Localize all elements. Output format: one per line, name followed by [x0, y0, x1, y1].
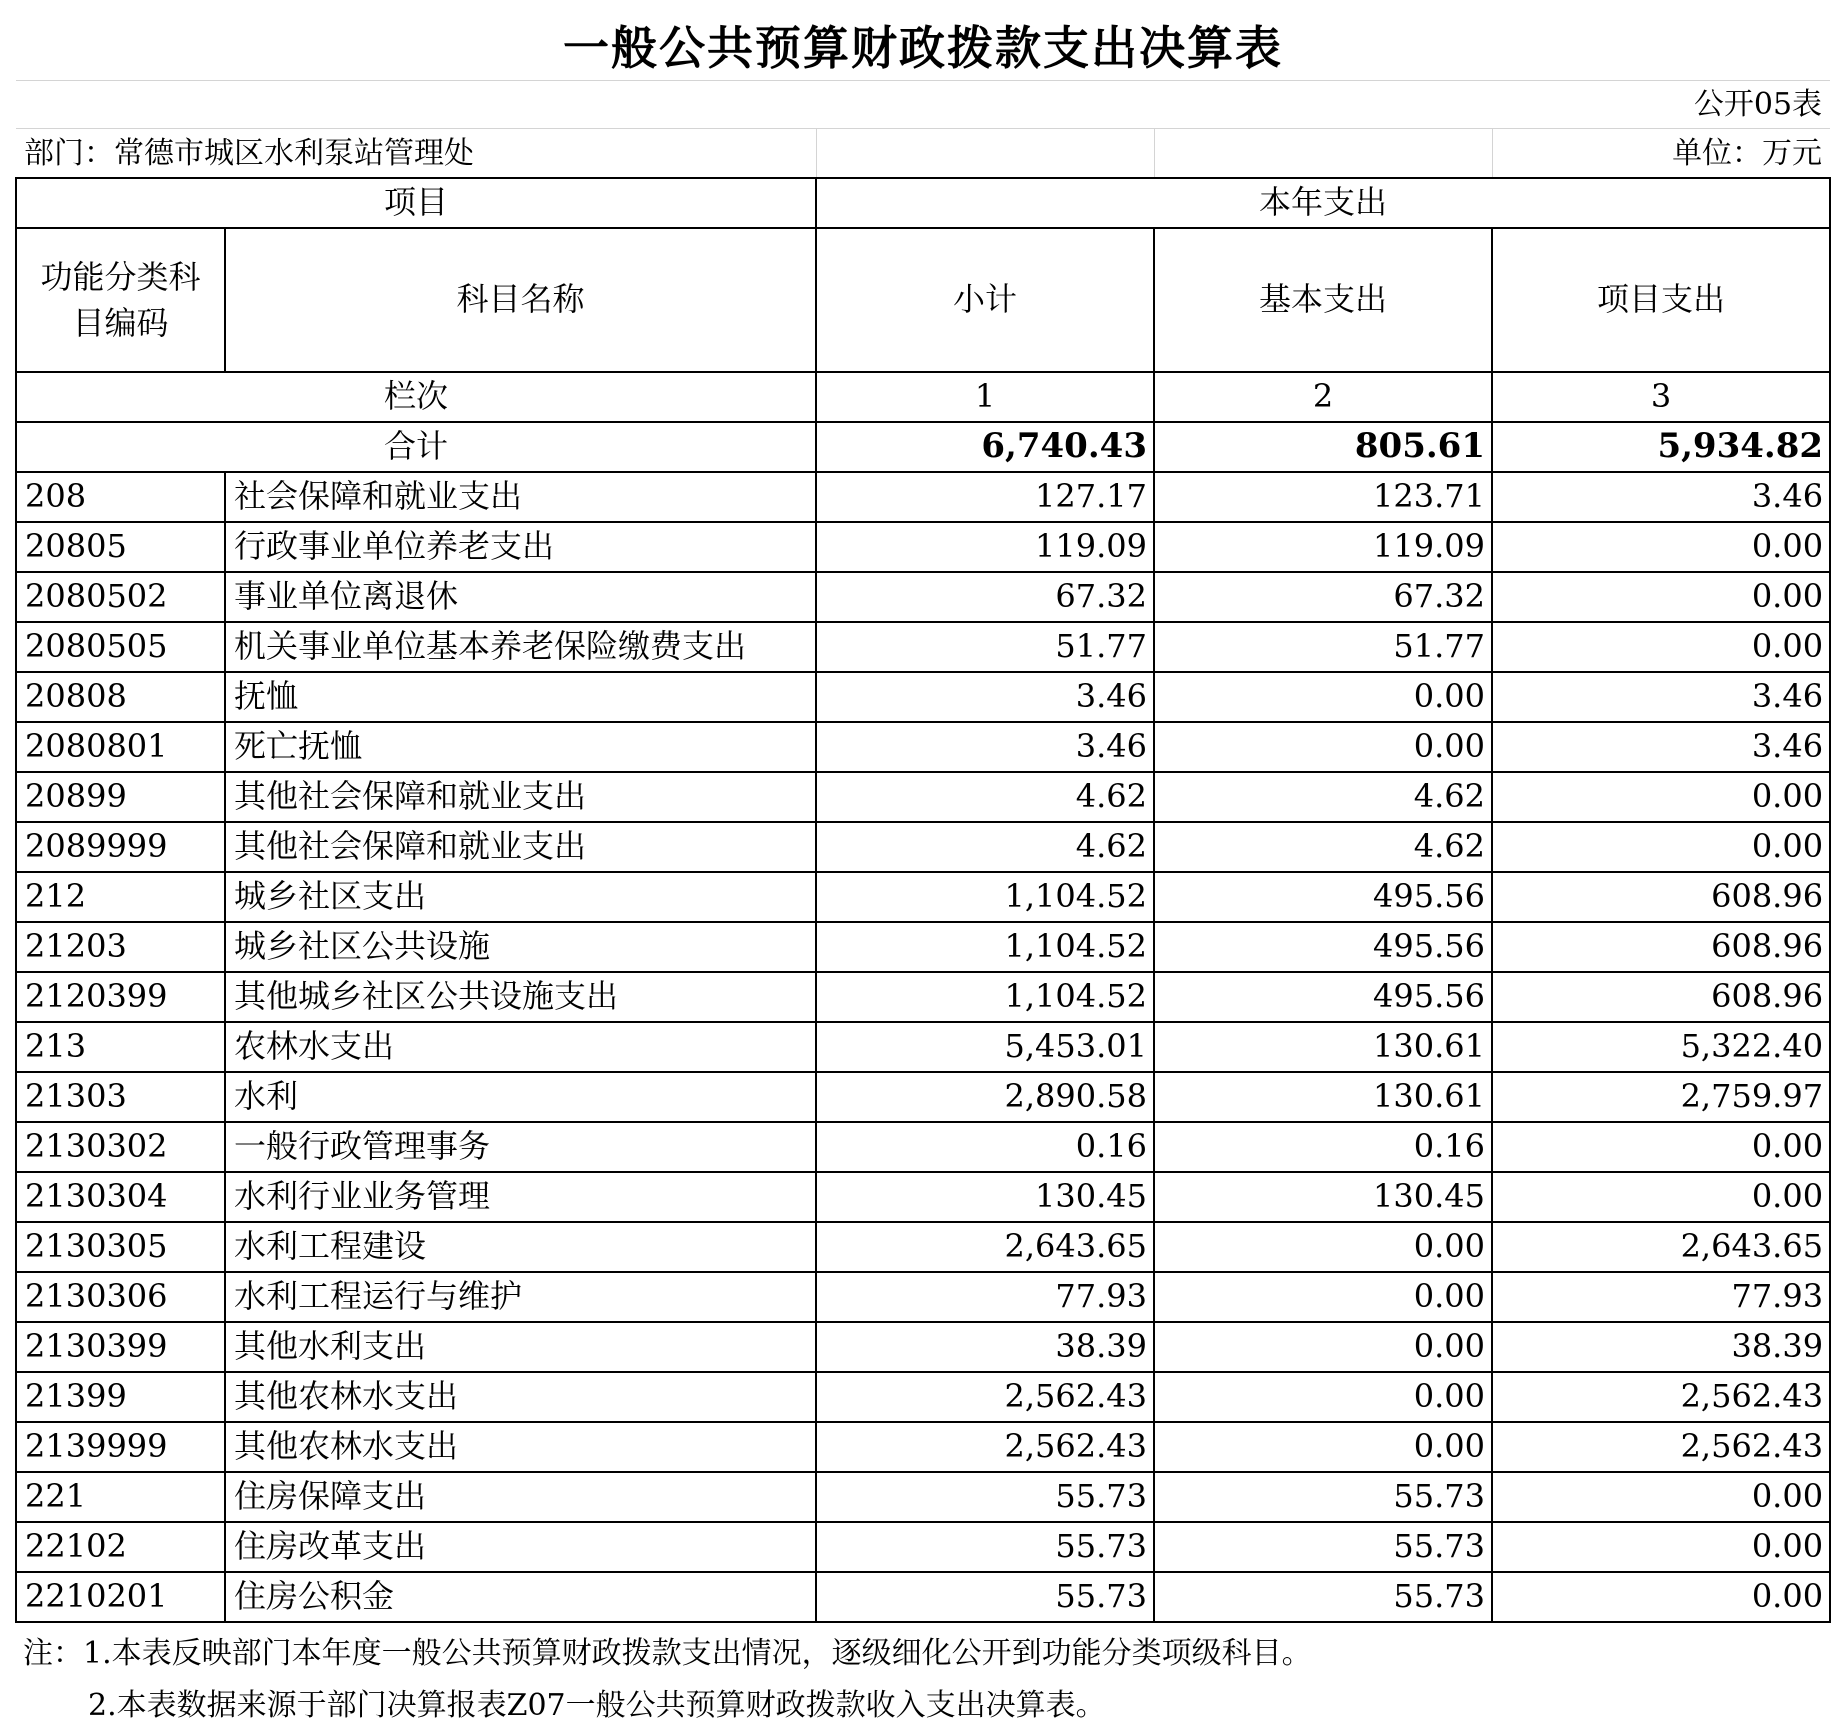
row-subtotal: 55.73	[816, 1522, 1154, 1572]
table-row	[16, 1022, 1830, 1072]
row-basic: 495.56	[1154, 922, 1492, 972]
row-subtotal: 1,104.52	[816, 872, 1154, 922]
row-subject-name: 其他农林水支出	[225, 1422, 816, 1472]
row-subject-name: 城乡社区公共设施	[225, 922, 816, 972]
budget-sheet	[15, 16, 1829, 1623]
row-subtotal: 67.32	[816, 572, 1154, 622]
row-project: 3.46	[1492, 672, 1830, 722]
row-project: 608.96	[1492, 922, 1830, 972]
row-subject-name: 其他水利支出	[225, 1322, 816, 1372]
row-project: 3.46	[1492, 472, 1830, 522]
row-subject-name: 其他城乡社区公共设施支出	[225, 972, 816, 1022]
row-code: 20808	[16, 672, 225, 722]
row-basic: 495.56	[1154, 972, 1492, 1022]
table-row	[16, 1572, 1830, 1622]
row-code: 221	[16, 1472, 225, 1522]
row-basic: 0.00	[1154, 1372, 1492, 1422]
row-code: 2130306	[16, 1272, 225, 1322]
row-project: 0.00	[1492, 822, 1830, 872]
row-project: 0.00	[1492, 572, 1830, 622]
table-row	[16, 722, 1830, 772]
meta-blank-cell	[816, 129, 1154, 179]
row-subject-name: 其他社会保障和就业支出	[225, 822, 816, 872]
row-code: 2130304	[16, 1172, 225, 1222]
row-subject-name: 水利工程建设	[225, 1222, 816, 1272]
row-project: 0.00	[1492, 1522, 1830, 1572]
row-code: 20899	[16, 772, 225, 822]
header-subject-name: 科目名称	[225, 228, 816, 372]
table-row	[16, 1272, 1830, 1322]
row-project: 2,643.65	[1492, 1222, 1830, 1272]
row-subtotal: 77.93	[816, 1272, 1154, 1322]
total-project: 5,934.82	[1492, 422, 1830, 472]
row-code: 2120399	[16, 972, 225, 1022]
row-code: 2130399	[16, 1322, 225, 1372]
row-subtotal: 2,643.65	[816, 1222, 1154, 1272]
row-code: 2210201	[16, 1572, 225, 1622]
row-subtotal: 55.73	[816, 1572, 1154, 1622]
page-title: 一般公共预算财政拨款支出决算表	[16, 16, 1830, 81]
row-subtotal: 4.62	[816, 822, 1154, 872]
row-basic: 55.73	[1154, 1572, 1492, 1622]
row-project: 2,562.43	[1492, 1422, 1830, 1472]
row-basic: 123.71	[1154, 472, 1492, 522]
table-row	[16, 622, 1830, 672]
row-code: 208	[16, 472, 225, 522]
row-subject-name: 其他农林水支出	[225, 1372, 816, 1422]
row-subtotal: 0.16	[816, 1122, 1154, 1172]
note-2: 2.本表数据来源于部门决算报表Z07一般公共预算财政拨款收入支出决算表。	[88, 1688, 1106, 1723]
row-subtotal: 130.45	[816, 1172, 1154, 1222]
row-subject-name: 住房保障支出	[225, 1472, 816, 1522]
row-code: 20805	[16, 522, 225, 572]
row-subject-name: 行政事业单位养老支出	[225, 522, 816, 572]
row-basic: 51.77	[1154, 622, 1492, 672]
expense-table	[15, 16, 1831, 1623]
row-basic: 0.00	[1154, 722, 1492, 772]
table-row	[16, 572, 1830, 622]
table-row	[16, 822, 1830, 872]
table-row	[16, 1322, 1830, 1372]
row-project: 3.46	[1492, 722, 1830, 772]
row-basic: 0.00	[1154, 1422, 1492, 1472]
total-subtotal: 6,740.43	[816, 422, 1154, 472]
table-row	[16, 1222, 1830, 1272]
table-row	[16, 472, 1830, 522]
row-subject-name: 抚恤	[225, 672, 816, 722]
row-subject-name: 机关事业单位基本养老保险缴费支出	[225, 622, 816, 672]
column-index-3: 3	[1492, 372, 1830, 422]
row-basic: 0.00	[1154, 1322, 1492, 1372]
meta-blank-cell	[1154, 129, 1492, 179]
row-project: 0.00	[1492, 772, 1830, 822]
total-label: 合计	[16, 422, 816, 472]
row-basic: 4.62	[1154, 772, 1492, 822]
column-index-label: 栏次	[16, 372, 816, 422]
row-subtotal: 3.46	[816, 722, 1154, 772]
row-basic: 130.45	[1154, 1172, 1492, 1222]
table-row	[16, 1072, 1830, 1122]
unit-label: 单位：万元	[1672, 135, 1823, 171]
table-row	[16, 972, 1830, 1022]
row-subject-name: 水利行业业务管理	[225, 1172, 816, 1222]
row-subject-name: 水利工程运行与维护	[225, 1272, 816, 1322]
row-code: 2139999	[16, 1422, 225, 1472]
column-index-2: 2	[1154, 372, 1492, 422]
row-subtotal: 51.77	[816, 622, 1154, 672]
header-project: 项目支出	[1492, 228, 1830, 372]
row-project: 608.96	[1492, 872, 1830, 922]
header-func-code: 功能分类科目编码	[16, 228, 225, 372]
row-project: 608.96	[1492, 972, 1830, 1022]
row-basic: 55.73	[1154, 1472, 1492, 1522]
row-code: 2130302	[16, 1122, 225, 1172]
row-subtotal: 1,104.52	[816, 972, 1154, 1022]
row-subtotal: 2,562.43	[816, 1422, 1154, 1472]
row-basic: 0.00	[1154, 1272, 1492, 1322]
row-subject-name: 农林水支出	[225, 1022, 816, 1072]
row-project: 0.00	[1492, 1472, 1830, 1522]
row-project: 5,322.40	[1492, 1022, 1830, 1072]
row-subtotal: 127.17	[816, 472, 1154, 522]
row-project: 2,562.43	[1492, 1372, 1830, 1422]
column-index-1: 1	[816, 372, 1154, 422]
row-subject-name: 事业单位离退休	[225, 572, 816, 622]
header-subtotal: 小计	[816, 228, 1154, 372]
row-subtotal: 2,562.43	[816, 1372, 1154, 1422]
row-basic: 0.00	[1154, 672, 1492, 722]
row-project: 0.00	[1492, 1572, 1830, 1622]
row-subject-name: 死亡抚恤	[225, 722, 816, 772]
row-subject-name: 水利	[225, 1072, 816, 1122]
table-row	[16, 1472, 1830, 1522]
table-row	[16, 772, 1830, 822]
header-basic: 基本支出	[1154, 228, 1492, 372]
row-subtotal: 3.46	[816, 672, 1154, 722]
table-code: 公开05表	[16, 81, 1830, 129]
table-row	[16, 522, 1830, 572]
row-subtotal: 119.09	[816, 522, 1154, 572]
table-row	[16, 1372, 1830, 1422]
table-row	[16, 872, 1830, 922]
row-code: 21399	[16, 1372, 225, 1422]
row-basic: 67.32	[1154, 572, 1492, 622]
row-basic: 0.16	[1154, 1122, 1492, 1172]
table-row	[16, 672, 1830, 722]
row-code: 2130305	[16, 1222, 225, 1272]
row-subject-name: 住房改革支出	[225, 1522, 816, 1572]
row-subtotal: 5,453.01	[816, 1022, 1154, 1072]
row-subtotal: 38.39	[816, 1322, 1154, 1372]
row-subject-name: 其他社会保障和就业支出	[225, 772, 816, 822]
row-subtotal: 4.62	[816, 772, 1154, 822]
row-subtotal: 2,890.58	[816, 1072, 1154, 1122]
row-code: 2089999	[16, 822, 225, 872]
row-basic: 55.73	[1154, 1522, 1492, 1572]
row-subtotal: 1,104.52	[816, 922, 1154, 972]
row-basic: 0.00	[1154, 1222, 1492, 1272]
department-label: 部门：常德市城区水利泵站管理处	[16, 129, 816, 179]
row-code: 2080502	[16, 572, 225, 622]
row-code: 213	[16, 1022, 225, 1072]
table-row	[16, 1422, 1830, 1472]
note-1: 注：1.本表反映部门本年度一般公共预算财政拨款支出情况，逐级细化公开到功能分类项级科目。	[23, 1636, 1312, 1671]
table-row	[16, 922, 1830, 972]
row-code: 2080801	[16, 722, 225, 772]
row-subject-name: 住房公积金	[225, 1572, 816, 1622]
row-basic: 495.56	[1154, 872, 1492, 922]
row-project: 0.00	[1492, 522, 1830, 572]
row-basic: 119.09	[1154, 522, 1492, 572]
row-project: 0.00	[1492, 622, 1830, 672]
row-basic: 4.62	[1154, 822, 1492, 872]
row-code: 22102	[16, 1522, 225, 1572]
row-basic: 130.61	[1154, 1072, 1492, 1122]
row-subtotal: 55.73	[816, 1472, 1154, 1522]
total-basic: 805.61	[1154, 422, 1492, 472]
table-row	[16, 1122, 1830, 1172]
table-row	[16, 1172, 1830, 1222]
row-project: 77.93	[1492, 1272, 1830, 1322]
header-current-year-expense: 本年支出	[816, 178, 1830, 228]
row-project: 0.00	[1492, 1122, 1830, 1172]
row-subject-name: 社会保障和就业支出	[225, 472, 816, 522]
row-project: 38.39	[1492, 1322, 1830, 1372]
row-subject-name: 一般行政管理事务	[225, 1122, 816, 1172]
row-code: 21203	[16, 922, 225, 972]
row-project: 0.00	[1492, 1172, 1830, 1222]
row-project: 2,759.97	[1492, 1072, 1830, 1122]
row-code: 21303	[16, 1072, 225, 1122]
row-subject-name: 城乡社区支出	[225, 872, 816, 922]
row-code: 2080505	[16, 622, 225, 672]
header-item: 项目	[16, 178, 816, 228]
row-code: 212	[16, 872, 225, 922]
table-row	[16, 1522, 1830, 1572]
row-basic: 130.61	[1154, 1022, 1492, 1072]
